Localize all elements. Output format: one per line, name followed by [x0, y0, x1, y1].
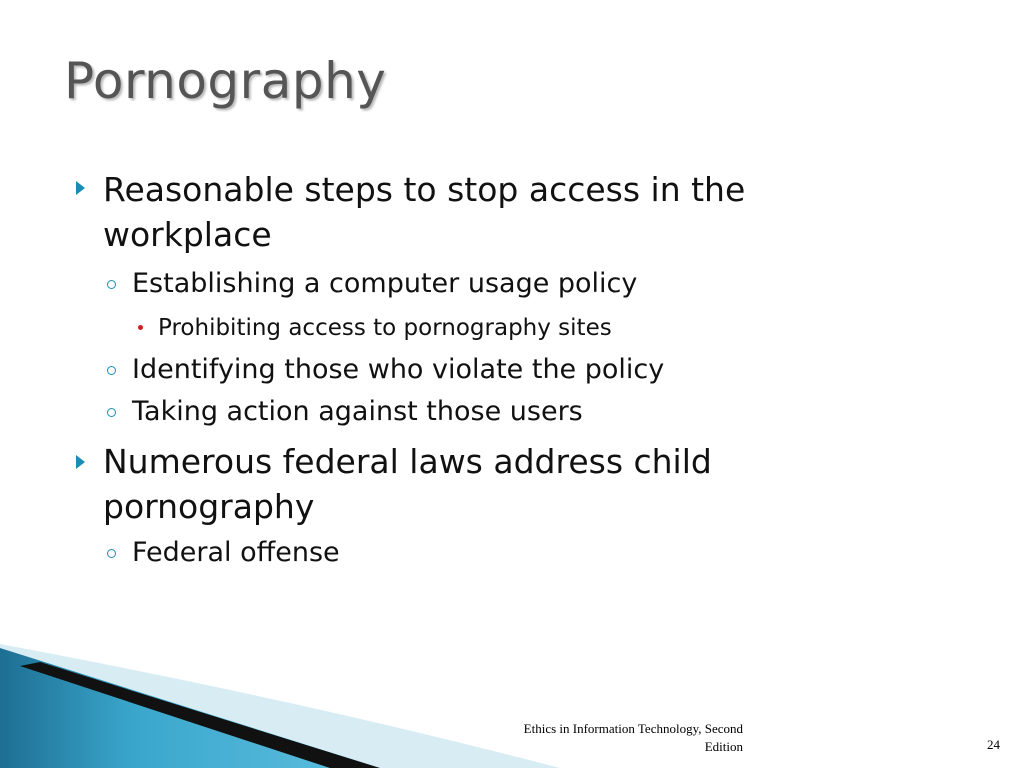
circle-bullet-icon [107, 549, 116, 558]
bullet-line: workplace [103, 215, 272, 254]
bullet-line: Numerous federal laws address child [103, 442, 712, 481]
sub-sub-bullet-prohibiting: Prohibiting access to pornography sites [158, 315, 612, 341]
circle-bullet-icon [107, 408, 116, 417]
sub-bullet-taking-action: Taking action against those users [132, 396, 583, 427]
sub-bullet-usage-policy: Establishing a computer usage policy [132, 268, 638, 299]
sub-bullet-federal-offense: Federal offense [132, 537, 340, 568]
bullet-text-reasonable-steps [103, 167, 745, 257]
page-number: 24 [987, 737, 1000, 752]
circle-bullet-icon [107, 280, 116, 289]
footer-text [470, 720, 743, 756]
arrow-bullet-icon [76, 181, 85, 195]
bullet-line: pornography [103, 487, 315, 526]
dot-bullet-icon [138, 325, 143, 330]
footer-line: Edition [704, 739, 743, 754]
wave-blue-band [0, 648, 380, 768]
bullet-line: Reasonable steps to stop access in the [103, 170, 746, 209]
bullet-text-federal-laws [103, 439, 712, 529]
footer-line: Ethics in Information Technology, Second [523, 721, 743, 736]
sub-bullet-identifying: Identifying those who violate the policy [132, 354, 665, 385]
arrow-bullet-icon [76, 455, 85, 469]
slide-title: Pornography [64, 52, 387, 110]
circle-bullet-icon [107, 366, 116, 375]
